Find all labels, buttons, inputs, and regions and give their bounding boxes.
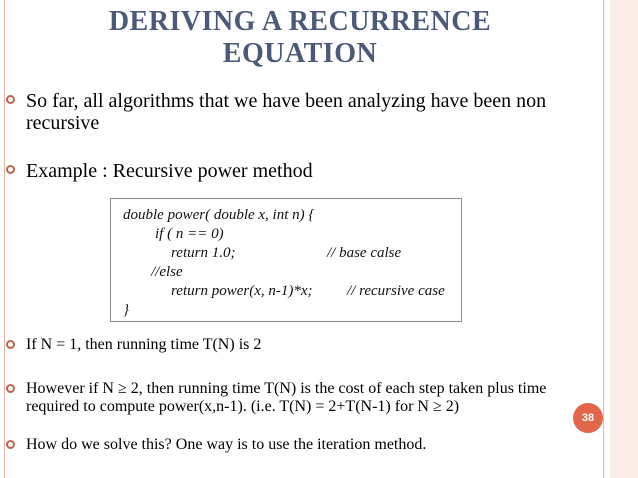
slide-title	[20, 6, 580, 70]
bullet-item-example	[6, 160, 596, 182]
bullet-icon	[6, 440, 15, 449]
bullet-text: How do we solve this? One way is to use the iteration method.	[26, 436, 427, 453]
bullet-icon	[6, 340, 15, 349]
bullet-icon	[6, 95, 15, 104]
bullet-text	[26, 90, 546, 134]
code-line: //else	[151, 264, 183, 280]
bullet-text-line: recursive	[26, 112, 100, 134]
code-block	[110, 198, 462, 322]
bullet-text-line: However if N ≥ 2, then running time T(N) is the cost of each step taken plus time	[26, 380, 547, 397]
bullet-text: Example : Recursive power method	[26, 160, 313, 182]
code-comment: // base calse	[327, 245, 402, 261]
title-line-2: EQUATION	[222, 38, 378, 69]
right-decorative-strip	[610, 0, 638, 478]
bullet-text: If N = 1, then running time T(N) is 2	[26, 336, 262, 353]
bullet-item-non-recursive	[6, 90, 596, 134]
code-line: if ( n == 0)	[155, 226, 224, 242]
bullet-item-recursive-case	[6, 380, 596, 416]
code-line: }	[123, 302, 129, 318]
bullet-text-line: So far, all algorithms that we have been analyzing have been non	[26, 90, 547, 112]
code-line: return power(x, n-1)*x;	[171, 283, 313, 299]
code-line: return 1.0;	[171, 245, 236, 261]
bullet-text-line: required to compute power(x,n-1). (i.e. T(N) = 2+T(N-1) for N ≥ 2)	[26, 398, 460, 415]
bullet-icon	[6, 384, 15, 393]
bullet-icon	[6, 165, 15, 174]
bullet-text	[26, 380, 546, 416]
bullet-item-base-case	[6, 336, 596, 354]
code-line: double power( double x, int n) {	[123, 207, 315, 223]
page-number-badge: 38	[573, 403, 603, 433]
bullet-item-iteration	[6, 436, 596, 454]
code-comment: // recursive case	[347, 283, 445, 299]
title-line-1: DERIVING A RECURRENCE	[108, 6, 492, 37]
